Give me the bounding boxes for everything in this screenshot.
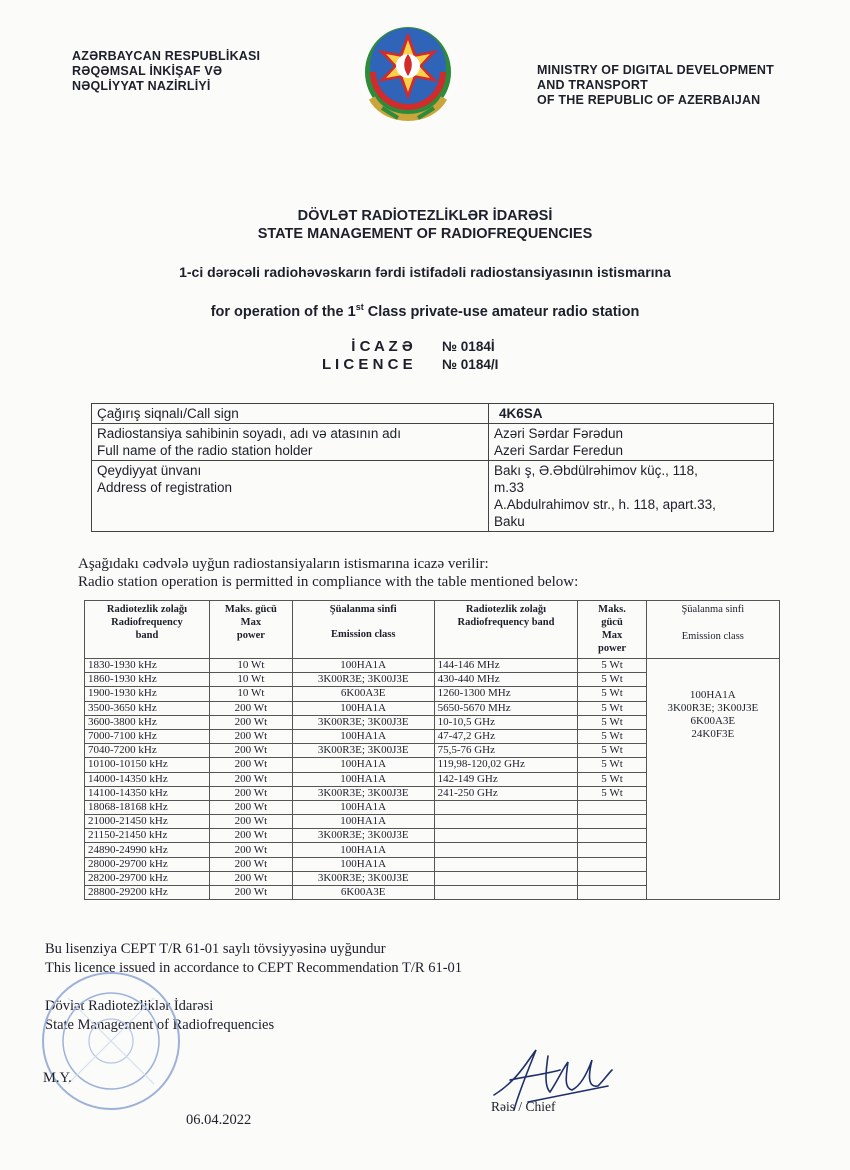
ministry-az-line: RƏQƏMSAL İNKİŞAF VƏ [72,64,223,78]
emission-cell: 100HA1A [292,659,434,673]
power2-cell: 5 Wt [578,786,646,800]
power-cell: 200 Wt [209,744,292,758]
emission-cell: 100HA1A [292,758,434,772]
address-label [92,461,489,532]
header-emission [292,601,434,659]
vhf-emission-item: 3K00R3E; 3K00J3E [667,702,759,714]
power2-cell: 5 Wt [578,659,646,673]
address-az-line1: Bakı ş, Ə.Əbdülrəhimov küç., 118, [494,463,698,478]
power-cell: 10 Wt [209,673,292,687]
power2-cell: 5 Wt [578,715,646,729]
power-cell: 200 Wt [209,800,292,814]
call-sign-row [92,404,774,424]
frequency-table [84,600,780,900]
power-cell: 200 Wt [209,815,292,829]
licence-label-en: L I C E N C E [322,356,413,373]
power2-cell [578,886,646,900]
power2-cell [578,871,646,885]
emission-cell: 100HA1A [292,815,434,829]
registration-table [91,403,774,532]
emission-cell: 3K00R3E; 3K00J3E [292,715,434,729]
power2-cell [578,857,646,871]
holder-name-label [92,424,489,461]
licence-number-az: № 0184İ [442,339,495,354]
power-cell: 200 Wt [209,715,292,729]
power-cell: 10 Wt [209,687,292,701]
vhf-emission-item: 100HA1A [689,689,736,701]
header-text: Maks. gücü [224,604,277,615]
purpose-en-text: for operation of the 1 [210,303,356,320]
power2-cell: 5 Wt [578,744,646,758]
address-label-az: Qeydiyyat ünvanı [97,463,202,478]
header-power [209,601,292,659]
band-cell: 28000-29700 kHz [85,857,210,871]
power2-cell [578,829,646,843]
ministry-name-en [537,63,774,108]
power2-cell: 5 Wt [578,673,646,687]
state-emblem [358,20,458,130]
band2-cell [434,857,578,871]
power-cell: 200 Wt [209,829,292,843]
emission-cell: 100HA1A [292,800,434,814]
emission-cell: 3K00R3E; 3K00J3E [292,786,434,800]
vhf-emission-cell [646,659,779,900]
power2-cell: 5 Wt [578,729,646,743]
band-cell: 28200-29700 kHz [85,871,210,885]
header-band [85,601,210,659]
emission-cell: 6K00A3E [292,687,434,701]
header-text: Maks. [598,604,626,615]
holder-name-label-az: Radiostansiya sahibinin soyadı, adı və atasının adı [97,426,401,441]
band-cell: 28800-29200 kHz [85,886,210,900]
permission-az: Aşağıdakı cədvələ uyğun radiostansiyaların istismarına icazə verilir: [78,556,489,572]
cept-note-en: This licence issued in accordance to CEPT Recommendation T/R 61-01 [45,960,463,976]
licence-row-az [322,338,498,356]
power-cell: 200 Wt [209,786,292,800]
header-emission-2 [646,601,779,659]
holder-name-value [489,424,774,461]
band-cell: 7040-7200 kHz [85,744,210,758]
purpose-en [0,302,850,320]
ministry-az-line: NƏQLİYYAT NAZİRLİYİ [72,79,211,93]
power-cell: 10 Wt [209,659,292,673]
power-cell: 200 Wt [209,772,292,786]
power2-cell: 5 Wt [578,758,646,772]
band-cell: 1830-1930 kHz [85,659,210,673]
holder-name-en: Azeri Sardar Feredun [494,443,624,458]
emission-cell: 3K00R3E; 3K00J3E [292,829,434,843]
signatory-agency-az: Dövlət Radiotezliklər İdarəsi [45,998,214,1014]
band2-cell: 144-146 MHz [434,659,578,673]
header-text: Şüalanma sinfi [681,604,745,615]
address-en-line2: Baku [494,514,525,529]
band-cell: 7000-7100 kHz [85,729,210,743]
band-cell: 24890-24990 kHz [85,843,210,857]
power2-cell [578,800,646,814]
vhf-emission-item: 24K0F3E [691,728,735,740]
header-text: Emission class [330,629,396,640]
power2-cell [578,843,646,857]
band2-cell: 47-47,2 GHz [434,729,578,743]
band2-cell: 119,98-120,02 GHz [434,758,578,772]
emission-cell: 100HA1A [292,857,434,871]
chief-title: Rəis / Chief [491,1099,556,1114]
licence-row-en [322,356,498,374]
call-sign-label: Çağırış siqnalı/Call sign [92,404,489,424]
ministry-en-line: AND TRANSPORT [537,78,648,92]
purpose-en-sup: st [355,302,364,312]
header-text: power [236,630,265,641]
power2-cell: 5 Wt [578,701,646,715]
power-cell: 200 Wt [209,871,292,885]
purpose-en-rest: Class private-use amateur radio station [363,303,640,320]
power-cell: 200 Wt [209,701,292,715]
emission-cell: 100HA1A [292,729,434,743]
holder-name-row [92,424,774,461]
vhf-emission-item: 6K00A3E [690,715,736,727]
purpose-az: 1-ci dərəcəli radiohəvəskarın fərdi istifadəli radiostansiyasının istismarına [179,264,671,280]
band-cell: 14100-14350 kHz [85,786,210,800]
signatory-agency-en: State Management of Radiofrequencies [45,1017,275,1033]
header-text: Max [601,630,623,641]
band2-cell: 430-440 MHz [434,673,578,687]
power-cell: 200 Wt [209,729,292,743]
header-text: Radiofrequency [111,617,183,628]
header-text: Radiotezlik zolağı [465,604,547,615]
power-cell: 200 Wt [209,758,292,772]
band-cell: 21150-21450 kHz [85,829,210,843]
agency-title [0,207,850,243]
band2-cell [434,815,578,829]
band-cell: 18068-18168 kHz [85,800,210,814]
address-en-line1: A.Abdulrahimov str., h. 118, apart.33, [494,497,716,512]
licence-label-az: İ C A Z Ə [351,338,413,355]
power2-cell: 5 Wt [578,772,646,786]
call-sign-value: 4K6SA [489,404,774,424]
emission-cell: 100HA1A [292,843,434,857]
header-power-2 [578,601,646,659]
band-cell: 14000-14350 kHz [85,772,210,786]
band2-cell: 10-10,5 GHz [434,715,578,729]
ministry-en-line: MINISTRY OF DIGITAL DEVELOPMENT [537,63,774,77]
band2-cell [434,800,578,814]
cept-note-az: Bu lisenziya CEPT T/R 61-01 saylı tövsiyyəsinə uyğundur [45,941,386,957]
permission-en: Radio station operation is permitted in compliance with the table mentioned below: [78,574,579,590]
header-text: power [598,643,627,654]
seal-place: M.Y. [43,1070,72,1086]
header-band-2 [434,601,578,659]
band-cell: 1900-1930 kHz [85,687,210,701]
frequency-table-header [85,601,780,659]
header-text: Max [240,617,262,628]
emission-cell: 100HA1A [292,772,434,786]
header-text: Radiofrequency band [457,617,555,628]
band2-cell: 5650-5670 MHz [434,701,578,715]
power-cell: 200 Wt [209,886,292,900]
band-cell: 10100-10150 kHz [85,758,210,772]
holder-name-az: Azəri Sərdar Fərədun [494,426,624,441]
agency-title-en: STATE MANAGEMENT OF RADIOFREQUENCIES [257,226,593,242]
band2-cell [434,843,578,857]
power-cell: 200 Wt [209,857,292,871]
permission-text [78,555,578,591]
licence-block [322,338,498,374]
emission-cell: 3K00R3E; 3K00J3E [292,673,434,687]
emission-cell: 100HA1A [292,701,434,715]
address-az-line2: m.33 [494,480,525,495]
band-cell: 3500-3650 kHz [85,701,210,715]
holder-name-label-en: Full name of the radio station holder [97,443,313,458]
header-text: gücü [601,617,623,628]
band2-cell: 75,5-76 GHz [434,744,578,758]
official-stamp [38,968,184,1114]
issue-date: 06.04.2022 [186,1112,252,1128]
band2-cell [434,871,578,885]
band-cell: 21000-21450 kHz [85,815,210,829]
header-text: Emission class [681,631,744,642]
table-row [85,659,780,673]
ministry-name-az [72,49,260,94]
emission-cell: 3K00R3E; 3K00J3E [292,871,434,885]
emission-cell: 3K00R3E; 3K00J3E [292,744,434,758]
licence-number-en: № 0184/I [442,357,499,372]
address-row [92,461,774,532]
address-value [489,461,774,532]
band2-cell: 142-149 GHz [434,772,578,786]
ministry-en-line: OF THE REPUBLIC OF AZERBAIJAN [537,93,761,107]
band2-cell: 1260-1300 MHz [434,687,578,701]
power2-cell: 5 Wt [578,687,646,701]
header-text: Radiotezlik zolağı [106,604,188,615]
address-label-en: Address of registration [97,480,233,495]
header-text: Şüalanma sinfi [329,604,397,615]
ministry-az-line: AZƏRBAYCAN RESPUBLİKASI [72,49,261,63]
power-cell: 200 Wt [209,843,292,857]
header-text: band [135,630,159,641]
band-cell: 3600-3800 kHz [85,715,210,729]
band2-cell [434,886,578,900]
power2-cell [578,815,646,829]
band2-cell: 241-250 GHz [434,786,578,800]
emission-cell: 6K00A3E [292,886,434,900]
agency-title-az: DÖVLƏT RADİOTEZLİKLƏR İDARƏSİ [297,208,553,224]
band-cell: 1860-1930 kHz [85,673,210,687]
band2-cell [434,829,578,843]
